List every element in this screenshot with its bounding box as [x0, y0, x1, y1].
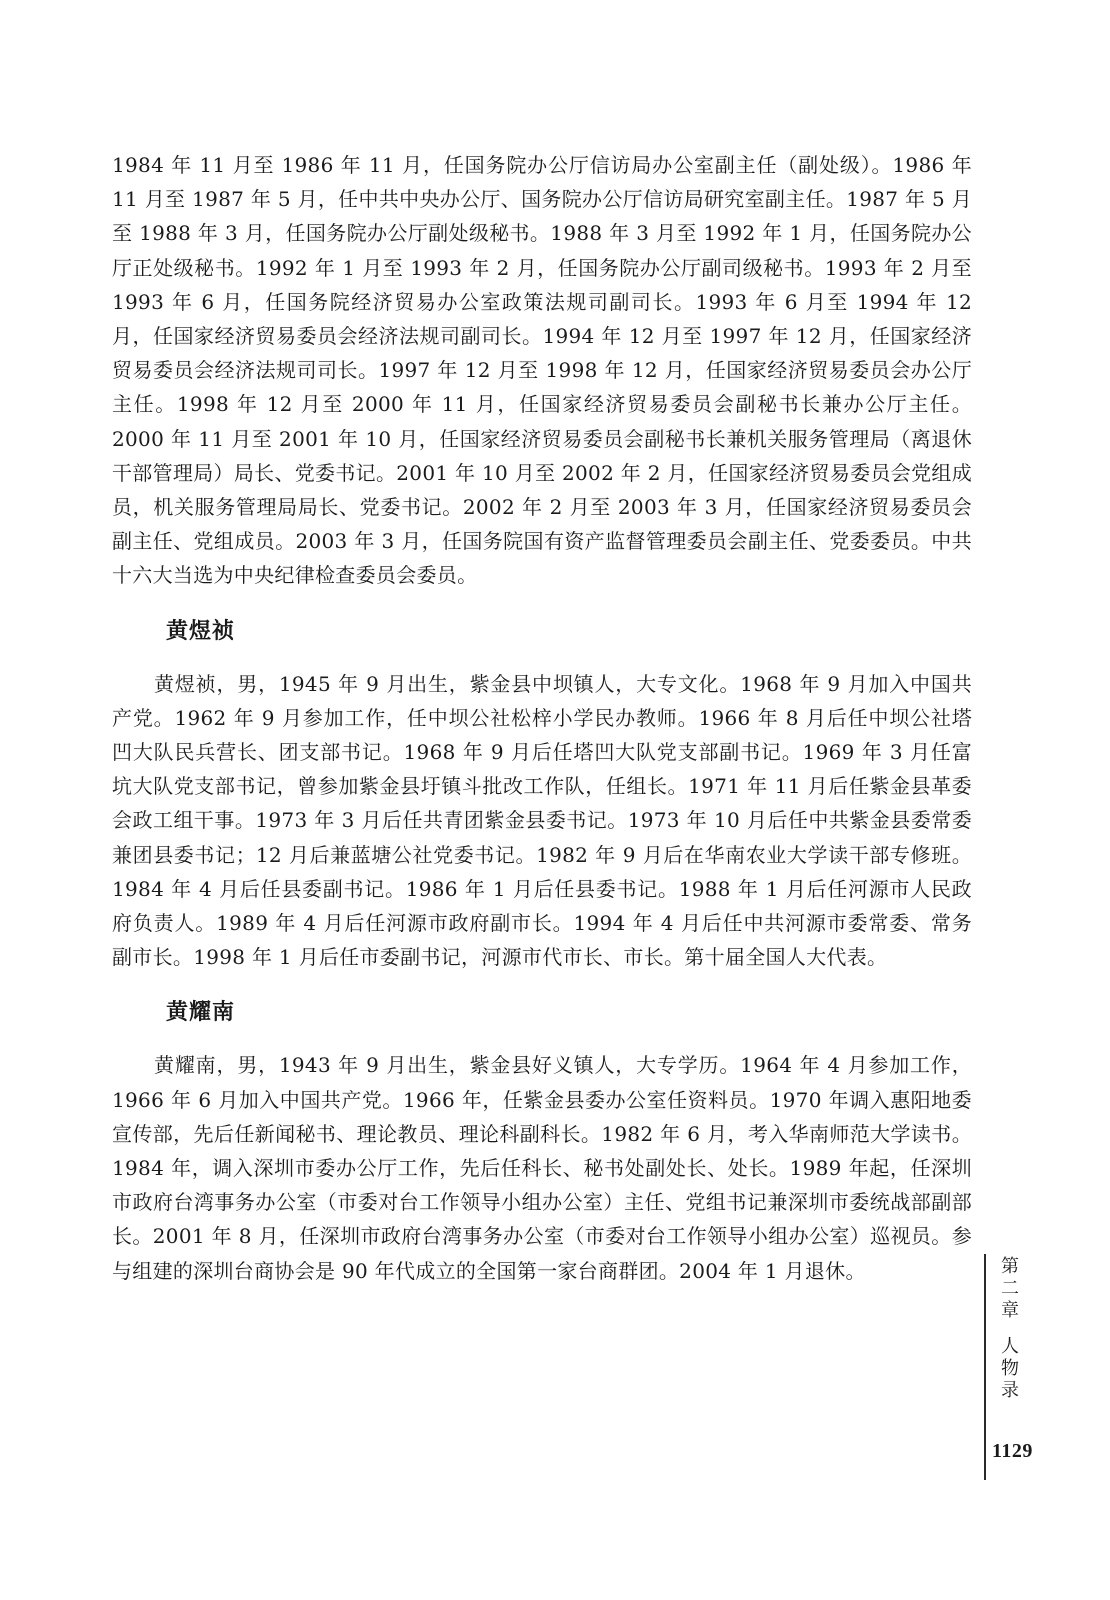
margin-divider — [984, 1254, 986, 1480]
chapter-tab — [996, 1256, 1024, 1402]
section-label: 人 物 录 — [1001, 1336, 1019, 1401]
entry-continued-text: 1984 年 11 月至 1986 年 11 月，任国务院办公厅信访局办公室副主任（副处级）。1986 年 11 月至 1987 年 5 月，任中共中央办公厅、国务院办公厅信访局研究室副主任。1987 年 5 月至 1988 年 3 月，任国务院办公厅副处级秘书。1988 年 3 月至 1992 年 1 月，任国务院办公厅正处级秘书。1992 年 1 月至 1993 年 2 月，任国务院办公厅副司级秘书。1993 年 2 月至 1993 年 6 月，任国务院经济贸易办公室政策法规司副司长。1993 年 6 月至 1994 年 12 月，任国家经济贸易委员会经济法规司副司长。1994 年 12 月至 1997 年 12 月，任国家经济贸易委员会经济法规司司长。1997 年 12 月至 1998 年 12 月，任国家经济贸易委员会办公厅主任。1998 年 12 月至 2000 年 11 月，任国家经济贸易委员会副秘书长兼办公厅主任。2000 年 11 月至 2001 年 10 月，任国家经济贸易委员会副秘书长兼机关服务管理局（离退休干部管理局）局长、党委书记。2001 年 10 月至 2002 年 2 月，任国家经济贸易委员会党组成员，机关服务管理局局长、党委书记。2002 年 2 月至 2003 年 3 月，任国家经济贸易委员会副主任、党组成员。2003 年 3 月，任国务院国有资产监督管理委员会副主任、党委委员。中共十六大当选为中央纪律检查委员会委员。 — [112, 153, 972, 588]
page-body — [112, 148, 972, 1288]
person-name-heading: 黄耀南 — [166, 1000, 236, 1026]
page-number: 1129 — [992, 1440, 1033, 1462]
person-biography: 黄耀南，男，1943 年 9 月出生，紫金县好义镇人，大专学历。1964 年 4 月参加工作，1966 年 6 月加入中国共产党。1966 年，任紫金县委办公室任资料员。1970 年调入惠阳地委宣传部，先后任新闻秘书、理论教员、理论科副科长。1982 年 6 月，考入华南师范大学读书。1984 年，调入深圳市委办公厅工作，先后任科长、秘书处副处长、处长。1989 年起，任深圳市政府台湾事务办公室（市委对台工作领导小组办公室）主任、党组书记兼深圳市委统战部副部长。2001 年 8 月，任深圳市政府台湾事务办公室（市委对台工作领导小组办公室）巡视员。参与组建的深圳台商协会是 90 年代成立的全国第一家台商群团。2004 年 1 月退休。 — [112, 1053, 972, 1283]
person-name-heading: 黄煜祯 — [166, 618, 236, 644]
chapter-label: 第 二 章 — [1001, 1256, 1019, 1321]
person-biography: 黄煜祯，男，1945 年 9 月出生，紫金县中坝镇人，大专文化。1968 年 9 月加入中国共产党。1962 年 9 月参加工作，任中坝公社松梓小学民办教师。1966 年 8 月后任中坝公社塔凹大队民兵营长、团支部书记。1968 年 9 月后任塔凹大队党支部副书记。1969 年 3 月任富坑大队党支部书记，曾参加紫金县圩镇斗批改工作队，任组长。1971 年 11 月后任紫金县革委会政工组干事。1973 年 3 月后任共青团紫金县委书记。1973 年 10 月后任中共紫金县委常委兼团县委书记；12 月后兼蓝塘公社党委书记。1982 年 9 月后在华南农业大学读干部专修班。1984 年 4 月后任县委副书记。1986 年 1 月后任县委书记。1988 年 1 月后任河源市人民政府负责人。1989 年 4 月后任河源市政府副市长。1994 年 4 月后任中共河源市委常委、常务副市长。1998 年 1 月后任市委副书记，河源市代市长、市长。第十届全国人大代表。 — [112, 671, 972, 970]
